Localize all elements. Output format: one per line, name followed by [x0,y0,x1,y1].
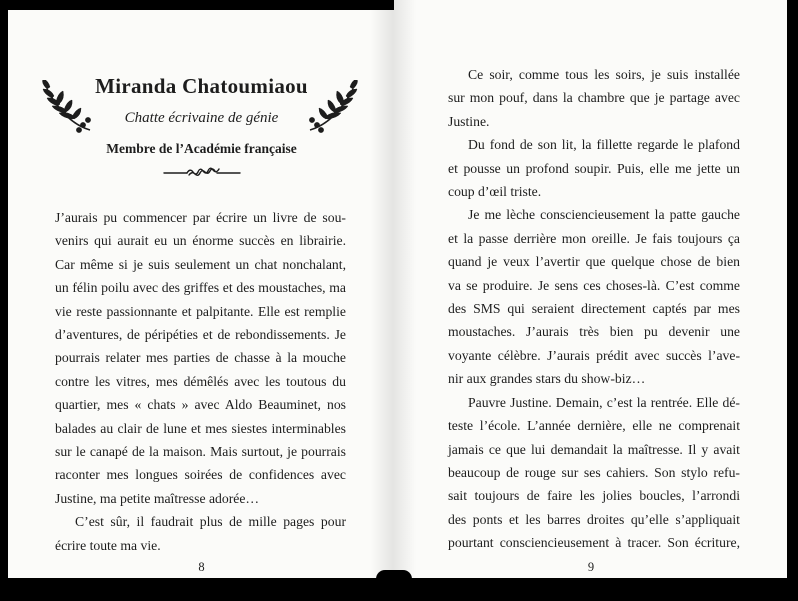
text-line: sait toujours de faire les jolies boucles, l’arrondi [448,488,740,504]
text-line: J’aurais pu commencer par écrire un livre de sou- [55,210,346,225]
text-line: teste l’école. L’année dernière, elle ne comprenait [448,418,740,434]
text-line: et la passe derrière mon oreille. Je fais toujours ça [448,230,740,246]
page-number-left: 8 [198,560,205,574]
right-page [395,0,787,578]
text-line: quartier, mes « chats » avec Aldo Beauminet, nos [55,397,346,413]
chapter-title: Miranda Chatoumiaou [95,74,308,98]
paragraph [448,391,740,555]
text-line: Je me lèche consciencieusement la patte gauche [468,207,740,223]
text-line: et pousse un profond soupir. Puis, elle me jette un [448,160,740,176]
text-line: C’est sûr, il faudrait plus de mille pages pour [75,514,346,530]
text-line: va se produire. Je sens ces choses-là. C’est comme [448,277,740,293]
squiggle-ornament-icon [8,166,395,182]
text-line: d’aventures, de péripéties et de rebondissements. Je [55,327,346,343]
text-line: balades au clair de lune et mes siestes interminables [55,420,346,436]
text-line: Justine, ma petite maîtresse adorée… [55,490,260,506]
photo-edge-bottom-notch [376,570,412,580]
text-line: raconter mes longues soirées de confidences avec [55,467,346,483]
text-line: des SMS qui seraient directement captés par mes [448,301,740,317]
text-line: écrire toute ma vie. [55,537,161,553]
right-page-text [448,63,740,555]
chapter-subtitle: Chatte écrivaine de génie [124,110,279,126]
text-line: Ce soir, comme tous les soirs, je suis installée [468,67,740,82]
text-line: sur mon pouf, dans la chambre que je partage avec [448,90,740,106]
text-line: coup d’œil triste. [448,184,542,200]
text-line: contre les vitres, mes démêlés avec les toutous du [55,373,346,389]
text-line: venirs qui aurait eu un énorme succès en librairie. [55,233,346,249]
text-line: pourtant consciencieusement à tracer. Son écriture, [448,535,740,551]
paragraph [55,206,346,510]
olive-branch-right-icon [306,80,364,136]
text-line: vie reste passionnante et palpitante. Elle est remplie [55,303,346,319]
text-line: nir aux grandes stars du show-biz… [448,371,646,387]
paragraph [448,133,740,203]
text-line: Car même si je suis seulement un chat nonchalant, [55,256,346,272]
page-number-right: 9 [587,560,595,574]
text-line: Justine. [448,113,490,129]
text-line: beaucoup de rouge sur ses cahiers. Son stylo refu- [448,464,740,480]
text-line: un félin poilu avec des griffes et des moustaches, ma [55,280,346,296]
text-line: quand je veux l’avertir que quelque chose de bien [448,254,740,270]
text-line: moustaches. J’aurais très bien pu devenir une [448,324,740,340]
paragraph [448,63,740,133]
text-line: Du fond de son lit, la fillette regarde le plafond [468,137,740,153]
left-page-text [55,206,346,557]
text-line: des ponts et les barres droites qu’elle s’appliquait [448,511,740,527]
text-line: pourrais relater mes parties de chasse à la mouche [55,350,346,366]
book-spread [8,0,787,578]
text-line: jamais ce que lui demandait la maîtresse. Il y avait [448,441,740,457]
left-page [8,0,395,578]
paragraph [55,510,346,557]
text-line: voyante célèbre. J’aurais prédit avec succès l’ave- [448,347,740,363]
text-line: sur le canapé de la maison. Mais surtout, je pourrais [55,444,346,460]
photo-edge-top-bar [0,0,394,10]
paragraph [448,203,740,390]
text-line: Pauvre Justine. Demain, c’est la rentrée. Elle dé- [468,394,740,410]
chapter-affiliation: Membre de l’Académie française [106,141,297,156]
